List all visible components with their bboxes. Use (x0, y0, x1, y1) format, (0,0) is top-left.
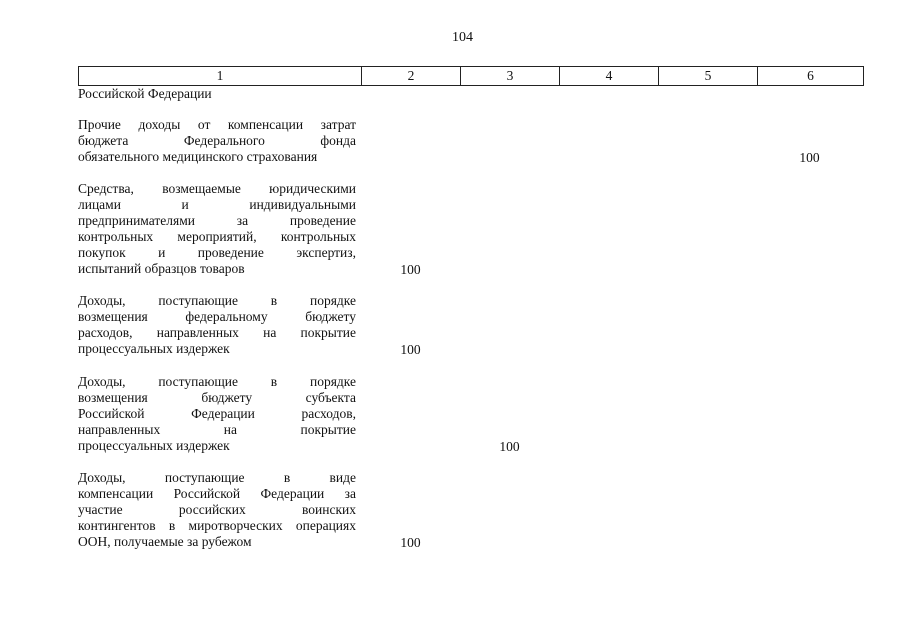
row-value: 100 (799, 150, 820, 165)
table-header (78, 66, 864, 86)
description-line: процессуальных издержек (78, 438, 230, 453)
description-line: испытаний образцов товаров (78, 261, 245, 276)
row-description (78, 117, 356, 165)
description-line: предпринимателями за проведение (78, 213, 356, 228)
row-value: 100 (400, 342, 421, 357)
row-value: 100 (400, 535, 421, 550)
description-line: Доходы, поступающие в порядке (78, 293, 356, 308)
description-line: Доходы, поступающие в порядке (78, 374, 356, 389)
header-col-6: 6 (807, 68, 814, 83)
row-description (78, 181, 356, 277)
row-description (78, 293, 356, 357)
row-value: 100 (499, 439, 520, 454)
header-col-2: 2 (362, 67, 461, 85)
description-line: процессуальных издержек (78, 341, 230, 356)
header-col-4: 4 (560, 67, 659, 85)
description-line: Доходы, поступающие в виде (78, 470, 356, 485)
description-line: контрольных мероприятий, контрольных (78, 229, 356, 244)
header-col-1: 1 (79, 67, 362, 85)
description-line: расходов, направленных на покрытие (78, 325, 356, 340)
description-line: бюджета Федерального фонда (78, 133, 356, 148)
description-line: покупок и проведение экспертиз, (78, 245, 356, 260)
description-line: Средства, возмещаемые юридическими (78, 181, 356, 196)
description-line: обязательного медицинского страхования (78, 149, 318, 164)
description-line: контингентов в миротворческих операциях (78, 518, 356, 533)
header-col-3: 3 (461, 67, 560, 85)
description-line: компенсации Российской Федерации за (78, 486, 356, 501)
row-value: 100 (400, 262, 421, 277)
description-line: ООН, получаемые за рубежом (78, 534, 252, 549)
description-line: возмещения бюджету субъекта (78, 390, 356, 405)
description-line: Российской Федерации расходов, (78, 406, 356, 421)
header-col-5: 5 (659, 67, 758, 85)
description-line: участие российских воинских (78, 502, 356, 517)
row-description (78, 374, 356, 454)
description-line: возмещения федеральному бюджету (78, 309, 356, 324)
continuation-text: Российской Федерации (78, 86, 212, 101)
description-line: направленных на покрытие (78, 422, 356, 437)
page-number: 104 (452, 30, 473, 45)
row-description (78, 470, 356, 550)
description-line: лицами и индивидуальными (78, 197, 356, 212)
description-line: Прочие доходы от компенсации затрат (78, 117, 356, 132)
